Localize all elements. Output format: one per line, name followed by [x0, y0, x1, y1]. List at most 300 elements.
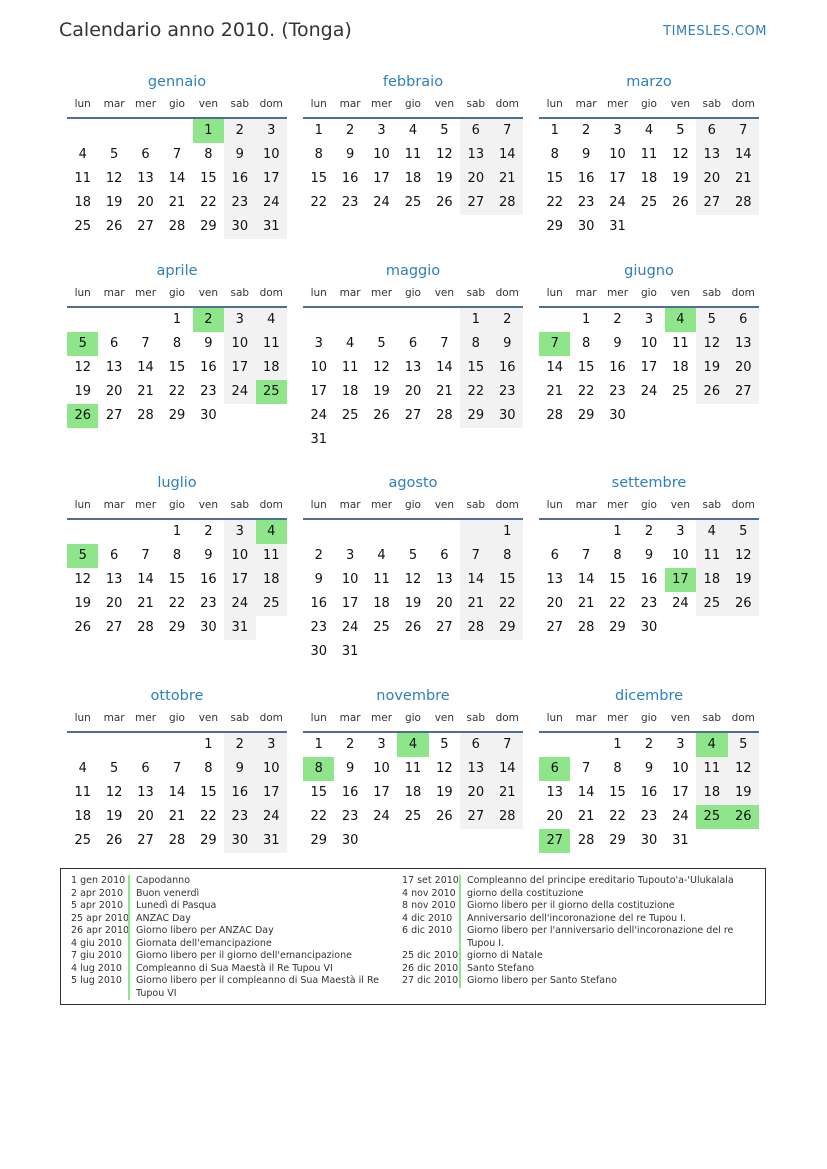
holiday-name: Giorno libero per il giorno della costituzione	[459, 900, 675, 913]
holiday-row	[402, 913, 762, 926]
weekday-label: ven	[434, 287, 455, 299]
day-cell: 26	[105, 833, 123, 848]
day-cell: 9	[224, 143, 255, 167]
month-febbraio	[303, 72, 523, 215]
day-cell: 23	[200, 384, 217, 399]
site-link[interactable]: TIMESLES.COM	[663, 24, 767, 39]
day-grid	[539, 733, 759, 853]
day-cell: 22	[200, 195, 217, 210]
day-cell: 20	[105, 596, 123, 611]
day-cell: 19	[74, 596, 91, 611]
day-cell: 2	[204, 524, 213, 539]
month-name: marzo	[626, 74, 672, 90]
day-cell: 6	[440, 548, 449, 563]
empty-cell	[539, 520, 570, 544]
day-cell: 29	[546, 219, 563, 234]
day-grid	[67, 733, 287, 853]
empty-cell	[161, 733, 192, 757]
day-cell: 23	[200, 596, 217, 611]
day-cell: 19	[728, 568, 759, 592]
holiday-name: Compleanno del principe ereditario Tupouto'a-'Ulukalala	[459, 875, 734, 888]
day-cell: 18	[256, 568, 287, 592]
day-cell: 5	[728, 520, 759, 544]
day-cell: 18	[74, 809, 91, 824]
day-cell: 30	[224, 829, 255, 853]
weekday-label: sab	[230, 499, 250, 511]
day-cell: 6	[460, 119, 491, 143]
month-name: aprile	[156, 263, 198, 279]
day-cell: 15	[200, 785, 217, 800]
day-cell: 2	[345, 123, 355, 138]
day-cell: 16	[640, 785, 658, 800]
holiday-date: 4 dic 2010	[402, 912, 453, 924]
day-cell: 1	[613, 737, 622, 752]
day-cell: 11	[74, 171, 91, 186]
day-cell: 14	[492, 757, 523, 781]
weekday-label: gio	[404, 499, 421, 511]
weekday-label: dom	[495, 712, 519, 724]
empty-cell	[98, 308, 129, 332]
month-name: novembre	[376, 688, 450, 704]
day-cell: 24	[672, 596, 689, 611]
day-cell: 5	[440, 737, 449, 752]
weekday-label: lun	[74, 98, 91, 110]
weekday-label: gio	[640, 712, 657, 724]
day-grid	[303, 733, 523, 853]
holiday-name: Giorno libero per il compleanno di Sua Maestà il Re Tupou VI	[128, 975, 391, 1000]
weekday-label: ven	[670, 287, 691, 299]
weekday-label: mer	[607, 499, 629, 511]
holiday-row	[71, 875, 391, 888]
day-cell: 26	[436, 195, 453, 210]
month-aprile	[67, 261, 287, 428]
month-name: febbraio	[382, 74, 444, 90]
day-cell: 19	[672, 171, 689, 186]
day-cell: 11	[74, 785, 91, 800]
day-cell: 11	[640, 147, 658, 162]
day-cell: 7	[539, 332, 570, 356]
weekday-label: ven	[670, 499, 691, 511]
day-cell: 3	[224, 520, 255, 544]
day-cell: 20	[546, 596, 563, 611]
day-cell: 29	[577, 408, 595, 423]
day-cell: 28	[460, 616, 491, 640]
day-cell: 15	[609, 785, 626, 800]
empty-cell	[570, 520, 601, 544]
day-cell: 9	[345, 147, 355, 162]
day-cell: 2	[644, 524, 654, 539]
weekday-label: lun	[310, 98, 327, 110]
empty-cell	[460, 520, 491, 544]
day-cell: 10	[224, 544, 255, 568]
day-cell: 30	[609, 408, 626, 423]
day-cell: 21	[137, 596, 154, 611]
day-cell: 6	[460, 733, 491, 757]
day-cell: 6	[408, 336, 418, 351]
weekday-label: dom	[495, 98, 519, 110]
day-cell: 18	[696, 568, 727, 592]
day-cell: 20	[137, 809, 154, 824]
weekday-label: dom	[495, 287, 519, 299]
holiday-date: 26 apr 2010	[71, 925, 130, 936]
day-cell: 13	[460, 757, 491, 781]
weekday-label: mar	[339, 98, 361, 110]
day-cell: 9	[204, 548, 213, 563]
day-cell: 6	[109, 336, 119, 351]
day-cell: 13	[546, 572, 563, 587]
holiday-row	[71, 938, 391, 951]
day-cell: 22	[200, 809, 217, 824]
day-cell: 15	[310, 171, 327, 186]
weekday-label: mer	[135, 712, 157, 724]
day-grid	[67, 520, 287, 640]
weekday-header	[303, 96, 523, 119]
day-cell: 23	[224, 805, 255, 829]
day-cell: 8	[172, 336, 182, 351]
day-cell: 12	[728, 757, 759, 781]
day-cell: 30	[577, 219, 595, 234]
weekday-label: lun	[546, 98, 563, 110]
day-cell: 27	[539, 829, 570, 853]
day-cell: 10	[256, 143, 287, 167]
holiday-date: 4 lug 2010	[71, 962, 122, 974]
weekday-label: sab	[702, 712, 722, 724]
month-marzo	[539, 72, 759, 239]
day-cell: 5	[696, 308, 727, 332]
weekday-label: ven	[198, 712, 219, 724]
day-cell: 7	[492, 119, 523, 143]
day-cell: 25	[696, 592, 727, 616]
day-cell: 18	[74, 195, 91, 210]
holiday-date: 7 giu 2010	[71, 950, 122, 961]
day-cell: 26	[105, 219, 123, 234]
day-cell: 28	[492, 191, 523, 215]
weekday-label: mar	[103, 98, 125, 110]
day-cell: 27	[137, 833, 154, 848]
empty-cell	[366, 308, 397, 332]
day-cell: 21	[577, 596, 595, 611]
day-cell: 16	[577, 171, 595, 186]
day-cell: 23	[341, 809, 359, 824]
holiday-name: giorno della costituzione	[459, 888, 583, 901]
day-cell: 3	[345, 548, 355, 563]
day-cell: 27	[105, 620, 123, 635]
day-cell: 14	[577, 572, 595, 587]
holiday-date: 26 dic 2010	[402, 962, 459, 974]
day-cell: 24	[310, 408, 327, 423]
day-cell: 5	[728, 733, 759, 757]
day-cell: 7	[141, 548, 150, 563]
weekday-label: gio	[168, 287, 185, 299]
day-cell: 3	[644, 312, 654, 327]
day-cell: 4	[408, 123, 418, 138]
empty-cell	[429, 308, 460, 332]
day-cell: 10	[341, 572, 359, 587]
day-cell: 27	[137, 219, 154, 234]
weekday-label: dom	[731, 712, 755, 724]
day-cell: 4	[78, 761, 87, 776]
day-grid	[539, 308, 759, 428]
day-cell: 31	[256, 829, 287, 853]
day-cell: 13	[137, 785, 154, 800]
day-cell: 29	[609, 833, 626, 848]
day-cell: 30	[200, 408, 217, 423]
weekday-label: lun	[310, 499, 327, 511]
day-cell: 4	[696, 733, 727, 757]
weekday-header	[67, 96, 287, 119]
day-cell: 2	[492, 308, 523, 332]
day-cell: 16	[224, 781, 255, 805]
day-cell: 6	[109, 548, 119, 563]
weekday-header	[67, 497, 287, 520]
day-cell: 2	[581, 123, 591, 138]
weekday-label: dom	[731, 98, 755, 110]
day-cell: 27	[404, 408, 422, 423]
holiday-name: Anniversario dell'incoronazione del re Tupou I.	[459, 913, 686, 926]
day-cell: 21	[577, 809, 595, 824]
day-cell: 12	[436, 761, 453, 776]
day-cell: 9	[644, 761, 654, 776]
day-cell: 9	[613, 336, 622, 351]
day-cell: 22	[168, 596, 186, 611]
day-cell: 7	[728, 119, 759, 143]
day-cell: 11	[404, 761, 422, 776]
day-cell: 22	[492, 592, 523, 616]
day-cell: 8	[204, 761, 213, 776]
day-cell: 16	[341, 785, 359, 800]
day-cell: 17	[341, 596, 359, 611]
day-cell: 7	[492, 733, 523, 757]
day-cell: 19	[696, 356, 727, 380]
day-cell: 9	[644, 548, 654, 563]
day-cell: 3	[676, 737, 685, 752]
day-cell: 14	[168, 785, 186, 800]
weekday-label: ven	[198, 98, 219, 110]
day-cell: 5	[676, 123, 685, 138]
day-cell: 7	[581, 761, 591, 776]
day-cell: 31	[256, 215, 287, 239]
day-cell: 8	[492, 544, 523, 568]
day-cell: 15	[200, 171, 217, 186]
day-cell: 19	[728, 781, 759, 805]
day-cell: 16	[341, 171, 359, 186]
day-cell: 29	[492, 616, 523, 640]
day-cell: 12	[105, 785, 123, 800]
month-maggio	[303, 261, 523, 452]
weekday-header	[539, 285, 759, 308]
day-cell: 23	[492, 380, 523, 404]
day-cell: 11	[341, 360, 359, 375]
day-grid	[303, 119, 523, 215]
day-cell: 31	[341, 644, 359, 659]
day-cell: 25	[672, 384, 689, 399]
day-cell: 11	[696, 544, 727, 568]
day-cell: 1	[172, 312, 182, 327]
day-cell: 1	[204, 737, 213, 752]
day-cell: 15	[577, 360, 595, 375]
empty-cell	[130, 520, 161, 544]
month-agosto	[303, 473, 523, 664]
day-cell: 3	[377, 123, 386, 138]
day-cell: 3	[256, 119, 287, 143]
weekday-label: gio	[640, 499, 657, 511]
empty-cell	[67, 733, 98, 757]
day-cell: 5	[109, 147, 119, 162]
day-cell: 31	[672, 833, 689, 848]
weekday-label: mar	[575, 499, 597, 511]
holiday-row	[71, 900, 391, 913]
day-cell: 26	[696, 380, 727, 404]
empty-cell	[429, 520, 460, 544]
day-cell: 20	[460, 781, 491, 805]
day-cell: 1	[492, 520, 523, 544]
day-cell: 18	[256, 356, 287, 380]
day-cell: 14	[577, 785, 595, 800]
day-cell: 3	[314, 336, 323, 351]
day-cell: 24	[256, 191, 287, 215]
day-cell: 6	[141, 147, 150, 162]
day-cell: 17	[224, 356, 255, 380]
day-cell: 13	[546, 785, 563, 800]
day-cell: 4	[256, 308, 287, 332]
day-cell: 19	[74, 384, 91, 399]
day-cell: 28	[728, 191, 759, 215]
day-cell: 17	[665, 568, 696, 592]
weekday-label: ven	[670, 712, 691, 724]
day-cell: 17	[224, 568, 255, 592]
holiday-name: Santo Stefano	[459, 963, 534, 976]
day-cell: 1	[314, 737, 323, 752]
day-cell: 6	[550, 548, 559, 563]
day-cell: 14	[728, 143, 759, 167]
weekday-label: ven	[198, 287, 219, 299]
day-cell: 17	[373, 785, 390, 800]
holiday-date: 6 dic 2010	[402, 925, 453, 936]
holiday-name: Buon venerdì	[128, 888, 199, 901]
day-cell: 6	[728, 308, 759, 332]
day-cell: 25	[404, 195, 422, 210]
weekday-label: dom	[259, 98, 283, 110]
day-cell: 2	[224, 119, 255, 143]
day-cell: 22	[460, 380, 491, 404]
day-cell: 4	[377, 548, 386, 563]
holiday-row	[71, 963, 391, 976]
holiday-row	[402, 975, 762, 988]
empty-cell	[303, 308, 334, 332]
day-cell: 11	[256, 332, 287, 356]
day-cell: 12	[672, 147, 689, 162]
day-cell: 30	[224, 215, 255, 239]
day-cell: 27	[728, 380, 759, 404]
weekday-header	[539, 710, 759, 733]
day-cell: 24	[341, 620, 359, 635]
day-cell: 22	[310, 809, 327, 824]
day-cell: 19	[373, 384, 390, 399]
day-cell: 22	[577, 384, 595, 399]
day-cell: 21	[492, 781, 523, 805]
day-cell: 7	[172, 761, 182, 776]
day-cell: 4	[397, 733, 428, 757]
weekday-header	[67, 285, 287, 308]
day-cell: 2	[644, 737, 654, 752]
day-cell: 4	[345, 336, 355, 351]
day-cell: 5	[408, 548, 418, 563]
weekday-label: gio	[168, 98, 185, 110]
day-cell: 10	[310, 360, 327, 375]
day-cell: 16	[224, 167, 255, 191]
day-cell: 30	[310, 644, 327, 659]
weekday-label: sab	[466, 98, 486, 110]
day-cell: 9	[345, 761, 355, 776]
weekday-label: mer	[135, 287, 157, 299]
day-cell: 24	[640, 384, 658, 399]
day-cell: 30	[640, 620, 658, 635]
day-cell: 31	[310, 432, 327, 447]
day-cell: 25	[341, 408, 359, 423]
day-cell: 8	[581, 336, 591, 351]
holiday-row	[71, 975, 391, 1000]
weekday-label: dom	[731, 499, 755, 511]
weekday-label: mar	[575, 98, 597, 110]
month-name: gennaio	[147, 74, 207, 90]
day-cell: 10	[609, 147, 626, 162]
day-cell: 28	[577, 833, 595, 848]
day-cell: 15	[168, 572, 186, 587]
day-cell: 4	[644, 123, 654, 138]
weekday-label: mer	[607, 287, 629, 299]
weekday-label: lun	[74, 712, 91, 724]
weekday-header	[303, 710, 523, 733]
day-cell: 16	[310, 596, 327, 611]
weekday-label: sab	[466, 287, 486, 299]
weekday-header	[539, 497, 759, 520]
holiday-name: Giorno libero per ANZAC Day	[128, 925, 274, 938]
holiday-date: 2 apr 2010	[71, 887, 124, 899]
day-cell: 25	[640, 195, 658, 210]
day-cell: 13	[404, 360, 422, 375]
day-cell: 21	[436, 384, 453, 399]
day-grid	[67, 119, 287, 239]
day-cell: 13	[696, 143, 727, 167]
weekday-header	[67, 710, 287, 733]
day-cell: 12	[74, 360, 91, 375]
day-cell: 23	[640, 809, 658, 824]
day-cell: 19	[404, 596, 422, 611]
weekday-label: gio	[640, 287, 657, 299]
weekday-label: mer	[607, 98, 629, 110]
weekday-label: gio	[168, 499, 185, 511]
day-cell: 24	[224, 380, 255, 404]
day-cell: 26	[728, 805, 759, 829]
weekday-label: mar	[339, 499, 361, 511]
day-cell: 29	[200, 833, 217, 848]
weekday-label: dom	[259, 712, 283, 724]
holiday-name: Giorno libero per Santo Stefano	[459, 975, 617, 988]
weekday-label: gio	[404, 712, 421, 724]
day-cell: 11	[256, 544, 287, 568]
day-cell: 28	[137, 408, 154, 423]
day-cell: 15	[546, 171, 563, 186]
day-cell: 1	[193, 119, 224, 143]
holiday-date: 27 dic 2010	[402, 975, 459, 986]
weekday-label: ven	[434, 712, 455, 724]
day-cell: 30	[200, 620, 217, 635]
day-cell: 21	[460, 592, 491, 616]
day-cell: 10	[256, 757, 287, 781]
holiday-date: 25 apr 2010	[71, 912, 130, 924]
holiday-date: 8 nov 2010	[402, 900, 456, 911]
month-name: settembre	[611, 475, 687, 491]
